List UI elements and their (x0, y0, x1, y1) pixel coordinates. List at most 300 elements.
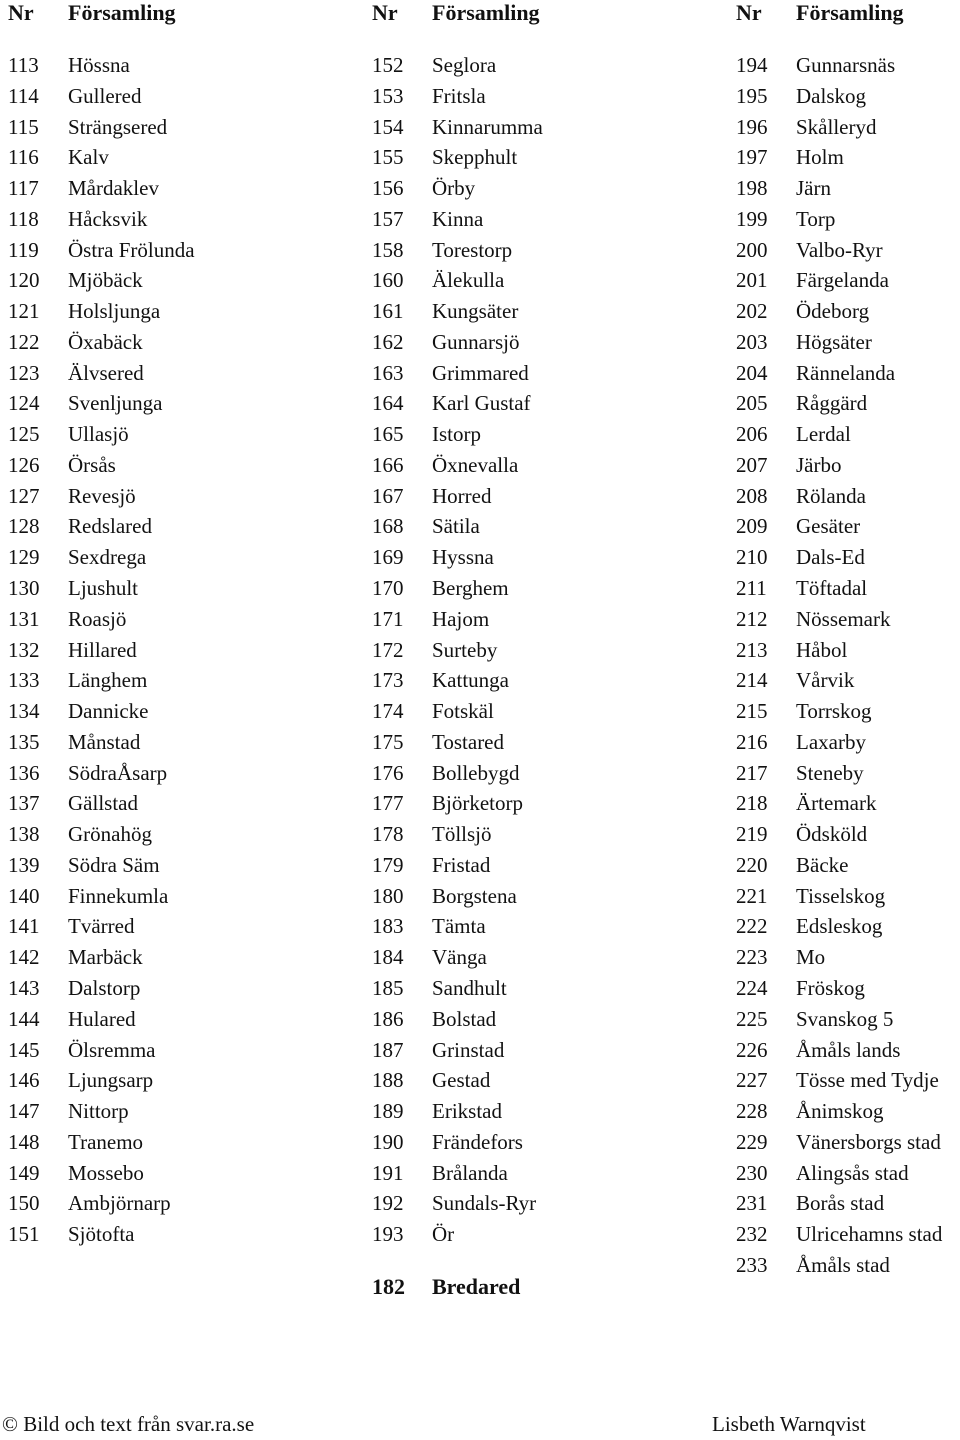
list-item (364, 635, 604, 666)
parish-list (728, 50, 960, 1281)
parish-number: 122 (8, 329, 40, 354)
parish-number: 138 (8, 822, 40, 847)
parish-number: 145 (8, 1037, 40, 1062)
parish-name: Roasjö (68, 606, 127, 631)
parish-number: 216 (736, 729, 768, 754)
parish-number: 227 (736, 1068, 768, 1093)
parish-number: 230 (736, 1160, 768, 1185)
parish-name: Alingsås stad (796, 1160, 909, 1185)
list-item (364, 1035, 604, 1066)
parish-name: Sexdrega (68, 545, 147, 570)
parish-name: Kinna (432, 206, 484, 231)
list-item (0, 358, 240, 389)
parish-number: 179 (372, 852, 404, 877)
parish-name: Ödsköld (796, 822, 868, 847)
parish-number: 125 (8, 422, 40, 447)
list-item (0, 81, 240, 112)
parish-name: Öxnevalla (432, 452, 519, 477)
parish-number: 187 (372, 1037, 404, 1062)
list-item (364, 511, 604, 542)
list-item (728, 696, 960, 727)
list-item (364, 1188, 604, 1219)
list-item (364, 481, 604, 512)
parish-name: Fristad (432, 852, 491, 877)
parish-number: 140 (8, 883, 40, 908)
parish-number: 190 (372, 1129, 404, 1154)
parish-number: 147 (8, 1099, 40, 1124)
list-item (364, 911, 604, 942)
parish-name: Örsås (68, 452, 116, 477)
list-item (728, 573, 960, 604)
list-item (728, 450, 960, 481)
list-item (728, 481, 960, 512)
list-item (0, 635, 240, 666)
list-item (728, 788, 960, 819)
parish-name: Töftadal (796, 576, 868, 601)
parish-name: Steneby (796, 760, 864, 785)
list-item (364, 1158, 604, 1189)
parish-name: Ödeborg (796, 299, 870, 324)
header-forsamling: Församling (432, 0, 540, 25)
parish-name: Torp (796, 206, 836, 231)
parish-list (364, 50, 604, 1250)
parish-name: Horred (432, 483, 492, 508)
list-item (0, 727, 240, 758)
list-item (0, 573, 240, 604)
parish-number: 199 (736, 206, 768, 231)
parish-name: Åmåls stad (796, 1252, 890, 1277)
list-item (364, 819, 604, 850)
parish-name: Ulricehamns stad (796, 1222, 943, 1247)
list-item (0, 1158, 240, 1189)
parish-name: Skepphult (432, 145, 518, 170)
list-item (728, 604, 960, 635)
header-nr: Nr (8, 0, 34, 25)
parish-name: Hillared (68, 637, 137, 662)
parish-name: Rölanda (796, 483, 866, 508)
parish-name: Bäcke (796, 852, 849, 877)
parish-name: Holsljunga (68, 299, 161, 324)
list-item (728, 881, 960, 912)
list-item (728, 973, 960, 1004)
list-item (364, 142, 604, 173)
list-item (0, 819, 240, 850)
parish-name: Strängsered (68, 114, 168, 139)
parish-number: 149 (8, 1160, 40, 1185)
parish-number: 134 (8, 699, 40, 724)
list-item (364, 1127, 604, 1158)
parish-name: Mjöbäck (68, 268, 143, 293)
parish-name: Valbo-Ryr (796, 237, 883, 262)
parish-number: 173 (372, 668, 404, 693)
list-item (0, 911, 240, 942)
parish-name: Öxabäck (68, 329, 143, 354)
parish-number: 154 (372, 114, 404, 139)
parish-number: 121 (8, 299, 40, 324)
list-item (0, 1219, 240, 1250)
list-item (728, 850, 960, 881)
list-item (0, 450, 240, 481)
parish-number: 117 (8, 176, 39, 201)
list-item (728, 142, 960, 173)
list-item (364, 1065, 604, 1096)
parish-number: 202 (736, 299, 768, 324)
list-item (364, 112, 604, 143)
list-item (728, 511, 960, 542)
parish-name: Sätila (432, 514, 480, 539)
parish-name: Kattunga (432, 668, 509, 693)
list-item (728, 542, 960, 573)
parish-number: 124 (8, 391, 40, 416)
list-item (728, 1127, 960, 1158)
parish-name: Edsleskog (796, 914, 883, 939)
parish-number: 141 (8, 914, 40, 939)
parish-name: Högsäter (796, 329, 872, 354)
list-item (0, 1188, 240, 1219)
list-item (364, 665, 604, 696)
parish-name: Borås stad (796, 1191, 885, 1216)
parish-number: 200 (736, 237, 768, 262)
parish-number: 160 (372, 268, 404, 293)
parish-number: 172 (372, 637, 404, 662)
list-item (0, 850, 240, 881)
parish-name: Tösse med Tydje (796, 1068, 939, 1093)
parish-name: Istorp (432, 422, 481, 447)
list-item (728, 758, 960, 789)
parish-number: 129 (8, 545, 40, 570)
parish-number: 212 (736, 606, 768, 631)
header-forsamling: Församling (796, 0, 904, 25)
parish-number: 158 (372, 237, 404, 262)
parish-name: Mårdaklev (68, 176, 159, 201)
list-item (0, 50, 240, 81)
list-item (0, 265, 240, 296)
list-item (364, 1096, 604, 1127)
list-item (728, 204, 960, 235)
parish-number: 162 (372, 329, 404, 354)
parish-name: Ambjörnarp (68, 1191, 171, 1216)
list-item (728, 296, 960, 327)
list-item (0, 419, 240, 450)
list-item (364, 696, 604, 727)
parish-number: 177 (372, 791, 404, 816)
parish-name: Kinnarumma (432, 114, 543, 139)
parish-number: 233 (736, 1252, 768, 1277)
parish-number: 191 (372, 1160, 404, 1185)
header-forsamling: Församling (68, 0, 176, 25)
parish-name: Grönahög (68, 822, 152, 847)
parish-name: Svanskog 5 (796, 1006, 894, 1031)
list-item (0, 942, 240, 973)
parish-number: 193 (372, 1222, 404, 1247)
parish-name: Örby (432, 176, 476, 201)
parish-number: 232 (736, 1222, 768, 1247)
parish-number: 192 (372, 1191, 404, 1216)
parish-number: 169 (372, 545, 404, 570)
list-item (0, 388, 240, 419)
list-item (728, 1035, 960, 1066)
parish-name: Älvsered (68, 360, 144, 385)
header-nr: Nr (372, 0, 398, 25)
parish-number: 226 (736, 1037, 768, 1062)
parish-number: 131 (8, 606, 40, 631)
parish-number: 135 (8, 729, 40, 754)
parish-name: Rännelanda (796, 360, 896, 385)
parish-number: 225 (736, 1006, 768, 1031)
parish-name: Järbo (796, 452, 842, 477)
list-item (0, 758, 240, 789)
parish-name: Sundals-Ryr (432, 1191, 537, 1216)
list-item (0, 542, 240, 573)
parish-number: 165 (372, 422, 404, 447)
parish-number: 148 (8, 1129, 40, 1154)
parish-number: 211 (736, 576, 767, 601)
parish-name: Nössemark (796, 606, 891, 631)
list-item (728, 265, 960, 296)
parish-name: Färgelanda (796, 268, 889, 293)
list-item (728, 1004, 960, 1035)
list-item (0, 327, 240, 358)
list-item (364, 327, 604, 358)
parish-name: Grinstad (432, 1037, 505, 1062)
parish-name: Ljungsarp (68, 1068, 154, 1093)
parish-number: 151 (8, 1222, 40, 1247)
parish-name: Gestad (432, 1068, 491, 1093)
parish-name: Hyssna (432, 545, 494, 570)
list-item (728, 1065, 960, 1096)
parish-name: Järn (796, 176, 831, 201)
list-item (364, 850, 604, 881)
parish-number: 123 (8, 360, 40, 385)
parish-name: Vänersborgs stad (796, 1129, 941, 1154)
parish-name: Tämta (432, 914, 486, 939)
list-item (0, 881, 240, 912)
parish-name: Tvärred (68, 914, 135, 939)
parish-number: 137 (8, 791, 40, 816)
parish-number: 161 (372, 299, 404, 324)
parish-number: 220 (736, 852, 768, 877)
parish-name: Töllsjö (432, 822, 492, 847)
list-item (0, 665, 240, 696)
parish-number: 128 (8, 514, 40, 539)
parish-number: 219 (736, 822, 768, 847)
parish-name: Hajom (432, 606, 490, 631)
parish-number: 196 (736, 114, 768, 139)
parish-number: 222 (736, 914, 768, 939)
parish-number: 132 (8, 637, 40, 662)
list-item (364, 419, 604, 450)
parish-name: Kungsäter (432, 299, 519, 324)
parish-name: Svenljunga (68, 391, 163, 416)
parish-name: Björketorp (432, 791, 523, 816)
parish-name: Håcksvik (68, 206, 148, 231)
parish-name: Gullered (68, 83, 142, 108)
parish-number: 186 (372, 1006, 404, 1031)
parish-number: 155 (372, 145, 404, 170)
parish-number: 118 (8, 206, 39, 231)
parish-name: Sjötofta (68, 1222, 135, 1247)
list-item (728, 173, 960, 204)
parish-number: 178 (372, 822, 404, 847)
parish-number: 163 (372, 360, 404, 385)
list-item (364, 450, 604, 481)
list-item (728, 665, 960, 696)
parish-number: 120 (8, 268, 40, 293)
parish-number: 168 (372, 514, 404, 539)
parish-name: Gunnarsjö (432, 329, 520, 354)
parish-name: Fritsla (432, 83, 486, 108)
parish-name: Borgstena (432, 883, 517, 908)
parish-number: 115 (8, 114, 39, 139)
list-item (364, 296, 604, 327)
list-item (364, 204, 604, 235)
list-item (728, 1188, 960, 1219)
parish-name: Revesjö (68, 483, 136, 508)
parish-number: 119 (8, 237, 39, 262)
parish-name: Marbäck (68, 945, 143, 970)
parish-name: Erikstad (432, 1099, 502, 1124)
parish-name: Bollebygd (432, 760, 520, 785)
parish-list (0, 50, 240, 1250)
parish-name: Mo (796, 945, 826, 970)
list-item (0, 973, 240, 1004)
parish-number: 150 (8, 1191, 40, 1216)
list-item (728, 358, 960, 389)
parish-number: 194 (736, 53, 768, 77)
parish-name: Dannicke (68, 699, 149, 724)
parish-number: 213 (736, 637, 768, 662)
list-item (0, 788, 240, 819)
list-item (0, 1004, 240, 1035)
list-item (728, 1219, 960, 1250)
list-item (0, 604, 240, 635)
parish-name: Bolstad (432, 1006, 497, 1031)
list-item (364, 788, 604, 819)
footer-author: Lisbeth Warnqvist (712, 1412, 866, 1436)
parish-number: 170 (372, 576, 404, 601)
list-item (0, 204, 240, 235)
parish-name: Tostared (432, 729, 505, 754)
list-item (728, 911, 960, 942)
list-item (0, 1096, 240, 1127)
parish-name: Grimmared (432, 360, 529, 385)
footer-credit: © Bild och text från svar.ra.se (2, 1412, 255, 1436)
parish-name: Gesäter (796, 514, 861, 539)
list-item (0, 1035, 240, 1066)
list-item (0, 112, 240, 143)
list-item (728, 1250, 960, 1281)
parish-name: Råggärd (796, 391, 868, 416)
parish-name: Gällstad (68, 791, 138, 816)
parish-name: Ljushult (68, 576, 139, 601)
list-item (728, 327, 960, 358)
parish-number: 223 (736, 945, 768, 970)
parish-name: Seglora (432, 53, 497, 77)
list-item (364, 973, 604, 1004)
parish-number: 152 (372, 53, 404, 77)
parish-name: Kalv (68, 145, 109, 170)
parish-name: Dalstorp (68, 975, 141, 1000)
parish-name: Fröskog (796, 975, 865, 1000)
parish-number: 174 (372, 699, 404, 724)
parish-number: 204 (736, 360, 768, 385)
parish-number: 126 (8, 452, 40, 477)
list-item (364, 758, 604, 789)
parish-number: 164 (372, 391, 404, 416)
list-item (0, 235, 240, 266)
parish-name: Finnekumla (68, 883, 169, 908)
parish-number: 139 (8, 852, 40, 877)
parish-name: Vårvik (796, 668, 855, 693)
parish-number: 127 (8, 483, 40, 508)
parish-number: 198 (736, 176, 768, 201)
parish-number: 195 (736, 83, 768, 108)
parish-number: 207 (736, 452, 768, 477)
list-item (364, 727, 604, 758)
parish-name: Torrskog (796, 699, 872, 724)
parish-number: 142 (8, 945, 40, 970)
list-item (364, 265, 604, 296)
list-item (364, 235, 604, 266)
parish-name: Dalskog (796, 83, 866, 108)
parish-number: 208 (736, 483, 768, 508)
parish-number: 183 (372, 914, 404, 939)
list-item (364, 1219, 604, 1250)
parish-name: Gunnarsnäs (796, 53, 896, 77)
list-item (364, 604, 604, 635)
parish-name: Ånimskog (796, 1099, 884, 1124)
list-item (364, 881, 604, 912)
parish-number: 203 (736, 329, 768, 354)
parish-name: Tranemo (68, 1129, 144, 1154)
parish-name: Ör (432, 1222, 455, 1247)
parish-name: Vänga (432, 945, 487, 970)
list-item (728, 419, 960, 450)
parish-name: Åmåls lands (796, 1037, 901, 1062)
parish-name: Hulared (68, 1006, 136, 1031)
parish-name: Brålanda (432, 1160, 508, 1185)
parish-name: Ölsremma (68, 1037, 156, 1062)
list-item (728, 388, 960, 419)
parish-number: 184 (372, 945, 404, 970)
parish-number: 217 (736, 760, 768, 785)
parish-name: Dals-Ed (796, 545, 865, 570)
parish-name: Ullasjö (68, 422, 129, 447)
parish-name: Länghem (68, 668, 148, 693)
parish-name: Ärtemark (796, 791, 877, 816)
parish-number: 171 (372, 606, 404, 631)
parish-number: 146 (8, 1068, 40, 1093)
parish-name: Redslared (68, 514, 152, 539)
list-item (364, 81, 604, 112)
parish-name: Sandhult (432, 975, 507, 1000)
list-item (364, 173, 604, 204)
list-item (364, 358, 604, 389)
list-item (0, 1065, 240, 1096)
list-item (364, 573, 604, 604)
list-item (364, 542, 604, 573)
list-item (0, 481, 240, 512)
parish-number: 224 (736, 975, 768, 1000)
list-item (0, 1127, 240, 1158)
list-item (364, 388, 604, 419)
parish-name: Nittorp (68, 1099, 129, 1124)
parish-name: Skålleryd (796, 114, 877, 139)
parish-name: Bredared (432, 1274, 521, 1299)
parish-number: 215 (736, 699, 768, 724)
list-item (728, 81, 960, 112)
parish-number: 221 (736, 883, 768, 908)
